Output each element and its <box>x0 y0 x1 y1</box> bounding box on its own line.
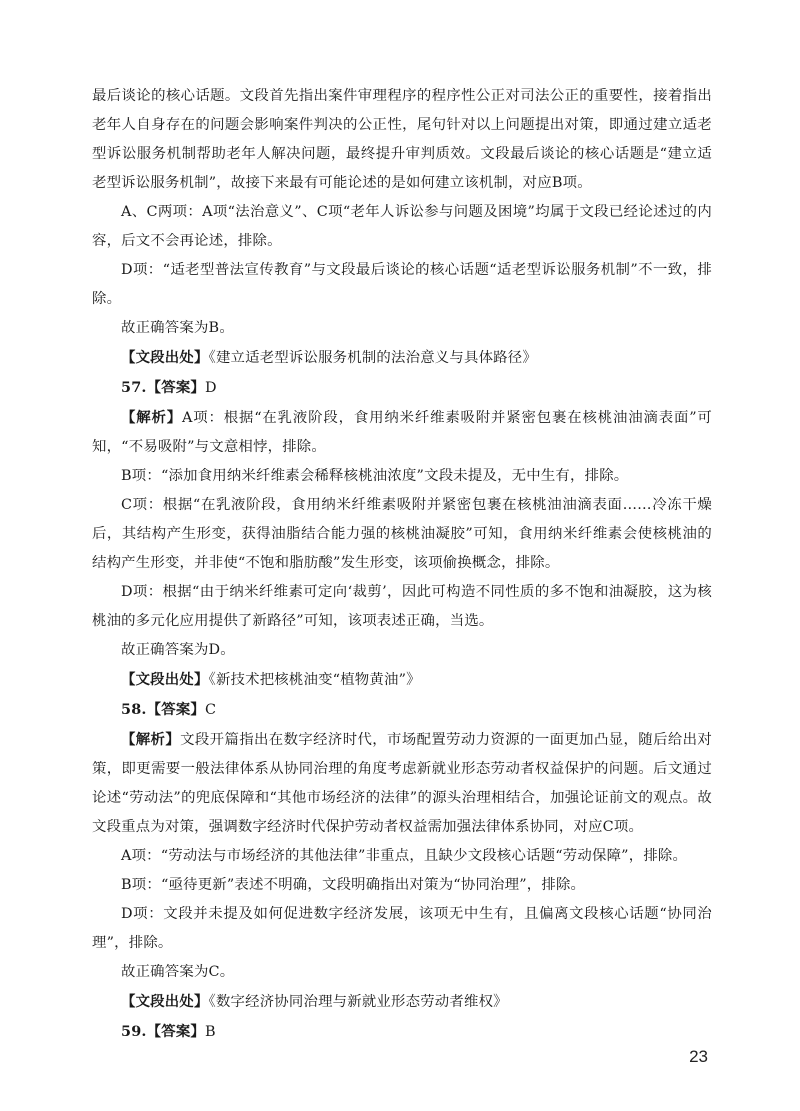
paragraph-label: 【文段出处】 <box>121 349 209 366</box>
paragraph <box>92 198 712 256</box>
paragraph <box>92 842 712 871</box>
paragraph-text: 故正确答案为C。 <box>121 964 235 980</box>
paragraph-label: 【解析】 <box>121 731 181 748</box>
paragraph <box>92 578 712 636</box>
paragraph-text: C <box>205 702 217 718</box>
paragraph-text: 《建立适老型诉讼服务机制的法治意义与具体路径》 <box>208 350 537 366</box>
paragraph-text: 故正确答案为D。 <box>121 642 235 658</box>
paragraph-label: 57.【答案】 <box>121 379 205 396</box>
paragraph-text: D项：“适老型普法宣传教育”与文段最后谈论的核心话题“适老型诉讼服务机制”不一致，排除。 <box>92 262 712 307</box>
paragraph <box>92 900 712 958</box>
paragraph-text: A项：根据“在乳液阶段，食用纳米纤维素吸附并紧密包裹在核桃油油滴表面”可知，“不易吸附”与文意相悖，排除。 <box>92 410 712 455</box>
paragraph <box>92 343 712 373</box>
paragraph <box>92 636 712 665</box>
paragraph-text: B项：“添加食用纳米纤维素会稀释核桃油浓度”文段未提及，无中生有，排除。 <box>121 468 629 484</box>
paragraph-text: 《新技术把核桃油变“植物黄油”》 <box>208 672 421 688</box>
paragraph <box>92 82 712 198</box>
paragraph-text: D项：根据“由于纳米纤维素可定向‘裁剪’，因此可构造不同性质的多不饱和油凝胶，这为核桃油的多元化应用提供了新路径”可知，该项表述正确，当选。 <box>92 584 712 629</box>
paragraph <box>92 403 712 462</box>
paragraph-text: D项：文段并未提及如何促进数字经济发展，该项无中生有，且偏离文段核心话题“协同治理”，排除。 <box>92 906 712 951</box>
paragraph <box>92 462 712 491</box>
paragraph-text: A项：“劳动法与市场经济的其他法律”非重点，且缺少文段核心话题“劳动保障”，排除。 <box>121 848 688 864</box>
paragraph-text: 故正确答案为B。 <box>121 320 234 336</box>
paragraph <box>92 665 712 695</box>
paragraph-text: A、C两项：A项“法治意义”、C项“老年人诉讼参与问题及困境”均属于文段已经论述过的内容，后文不会再论述，排除。 <box>92 204 712 249</box>
paragraph <box>92 695 712 725</box>
paragraph <box>92 725 712 842</box>
paragraph <box>92 373 712 403</box>
paragraph <box>92 491 712 578</box>
paragraph <box>92 1017 712 1047</box>
document-body <box>92 82 712 1047</box>
paragraph <box>92 871 712 900</box>
paragraph-text: B项：“亟待更新”表述不明确，文段明确指出对策为“协同治理”，排除。 <box>121 877 586 893</box>
paragraph <box>92 958 712 987</box>
paragraph-text: 《数字经济协同治理与新就业形态劳动者维权》 <box>208 994 508 1010</box>
paragraph-label: 【解析】 <box>121 409 182 426</box>
paragraph-label: 59.【答案】 <box>121 1023 205 1040</box>
paragraph <box>92 314 712 343</box>
paragraph-label: 【文段出处】 <box>121 671 209 688</box>
paragraph <box>92 256 712 314</box>
page-number: 23 <box>689 1047 708 1066</box>
paragraph-label: 【文段出处】 <box>121 993 209 1010</box>
paragraph-text: 最后谈论的核心话题。文段首先指出案件审理程序的程序性公正对司法公正的重要性，接着指出老年人自身存在的问题会影响案件判决的公正性，尾句针对以上问题提出对策，即通过建立适老型诉讼服务机制帮助老年人解决问题，最终提升审判质效。文段最后谈论的核心话题是“建立适老型诉讼服务机制”，故接下来最有可能论述的是如何建立该机制，对应B项。 <box>92 88 712 191</box>
paragraph-text: C项：根据“在乳液阶段，食用纳米纤维素吸附并紧密包裹在核桃油油滴表面……冷冻干燥后，其结构产生形变，获得油脂结合能力强的核桃油凝胶”可知，食用纳米纤维素会使核桃油的结构产生形变，并非使“不饱和脂肪酸”发生形变，该项偷换概念，排除。 <box>92 497 712 571</box>
paragraph-text: D <box>205 380 217 396</box>
paragraph-text: 文段开篇指出在数字经济时代，市场配置劳动力资源的一面更加凸显，随后给出对策，即更需要一般法律体系从协同治理的角度考虑新就业形态劳动者权益保护的问题。后文通过论述“劳动法”的兜底保障和“其他市场经济的法律”的源头治理相结合，加强论证前文的观点。故文段重点为对策，强调数字经济时代保护劳动者权益需加强法律体系协同，对应C项。 <box>92 732 712 835</box>
paragraph-text: B <box>205 1024 216 1040</box>
paragraph-label: 58.【答案】 <box>121 701 205 718</box>
paragraph <box>92 987 712 1017</box>
